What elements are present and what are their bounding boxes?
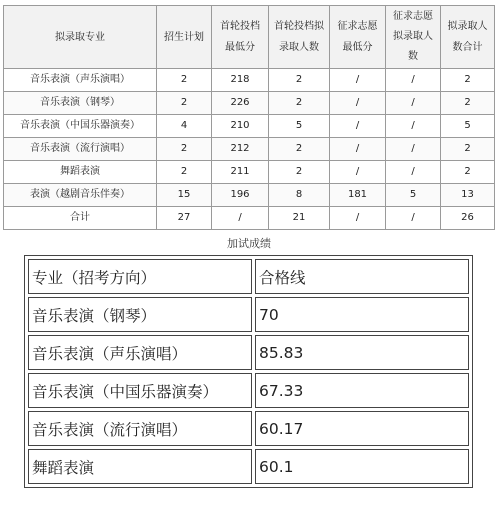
score-table [24,255,473,488]
cell-first-admit-count: 8 [269,184,330,207]
cell-pass-line: 60.1 [255,449,469,484]
cell-pass-line: 60.17 [255,411,469,446]
header-pass-line: 合格线 [255,259,469,294]
cell-solicit-min-score: / [330,69,386,92]
table-row [4,115,495,138]
cell-total-admit: 2 [441,138,495,161]
table-row [4,92,495,115]
cell-first-min-score: / [212,207,269,230]
cell-first-admit-count: 2 [269,69,330,92]
header-first-min-score: 首轮投档 最低分 [212,6,269,69]
table-row [4,184,495,207]
admission-header-row [4,6,495,69]
table-row [4,138,495,161]
cell-major: 音乐表演（声乐演唱） [28,335,252,370]
cell-plan: 2 [157,138,212,161]
cell-solicit-admit-count: / [386,207,441,230]
admission-table [3,5,495,230]
header-major: 拟录取专业 [4,6,157,69]
cell-solicit-admit-count: / [386,115,441,138]
table-row [28,411,469,446]
cell-solicit-admit-count: / [386,92,441,115]
table-row [4,69,495,92]
table-row [4,161,495,184]
score-header-row [28,259,469,294]
cell-major: 合计 [4,207,157,230]
cell-pass-line: 67.33 [255,373,469,408]
cell-total-admit: 2 [441,69,495,92]
cell-solicit-admit-count: / [386,138,441,161]
header-solicit-min-score: 征求志愿 最低分 [330,6,386,69]
cell-total-admit: 5 [441,115,495,138]
cell-first-admit-count: 5 [269,115,330,138]
cell-solicit-min-score: / [330,138,386,161]
cell-solicit-min-score: / [330,115,386,138]
cell-first-min-score: 218 [212,69,269,92]
cell-plan: 2 [157,69,212,92]
table-row [28,373,469,408]
cell-first-admit-count: 21 [269,207,330,230]
cell-major: 音乐表演（流行演唱） [4,138,157,161]
cell-major: 音乐表演（钢琴） [28,297,252,332]
cell-first-admit-count: 2 [269,161,330,184]
header-solicit-admit-count: 征求志愿 拟录取人 数 [386,6,441,69]
cell-major: 舞蹈表演 [28,449,252,484]
cell-major: 音乐表演（钢琴） [4,92,157,115]
cell-plan: 2 [157,92,212,115]
cell-first-min-score: 212 [212,138,269,161]
cell-major: 音乐表演（中国乐器演奏） [4,115,157,138]
cell-total-admit: 2 [441,92,495,115]
cell-solicit-min-score: / [330,207,386,230]
cell-first-admit-count: 2 [269,92,330,115]
cell-pass-line: 70 [255,297,469,332]
table-row [28,449,469,484]
cell-major: 音乐表演（声乐演唱） [4,69,157,92]
cell-total-admit: 13 [441,184,495,207]
cell-plan: 2 [157,161,212,184]
cell-first-min-score: 226 [212,92,269,115]
cell-plan: 27 [157,207,212,230]
cell-solicit-min-score: 181 [330,184,386,207]
cell-solicit-min-score: / [330,92,386,115]
header-total-admit: 拟录取人 数合计 [441,6,495,69]
cell-solicit-admit-count: / [386,69,441,92]
cell-solicit-admit-count: 5 [386,184,441,207]
cell-pass-line: 85.83 [255,335,469,370]
cell-solicit-min-score: / [330,161,386,184]
cell-plan: 15 [157,184,212,207]
total-row [4,207,495,230]
cell-first-min-score: 211 [212,161,269,184]
header-plan: 招生计划 [157,6,212,69]
header-first-admit-count: 首轮投档拟 录取人数 [269,6,330,69]
cell-solicit-admit-count: / [386,161,441,184]
cell-plan: 4 [157,115,212,138]
table-caption: 加试成绩 [227,237,271,250]
table-row [28,335,469,370]
cell-major: 音乐表演（中国乐器演奏） [28,373,252,408]
table-row [28,297,469,332]
cell-first-min-score: 210 [212,115,269,138]
cell-major: 表演（越剧音乐伴奏） [4,184,157,207]
cell-major: 舞蹈表演 [4,161,157,184]
header-major-direction: 专业（招考方向） [28,259,252,294]
cell-first-admit-count: 2 [269,138,330,161]
cell-total-admit: 2 [441,161,495,184]
cell-total-admit: 26 [441,207,495,230]
cell-major: 音乐表演（流行演唱） [28,411,252,446]
cell-first-min-score: 196 [212,184,269,207]
